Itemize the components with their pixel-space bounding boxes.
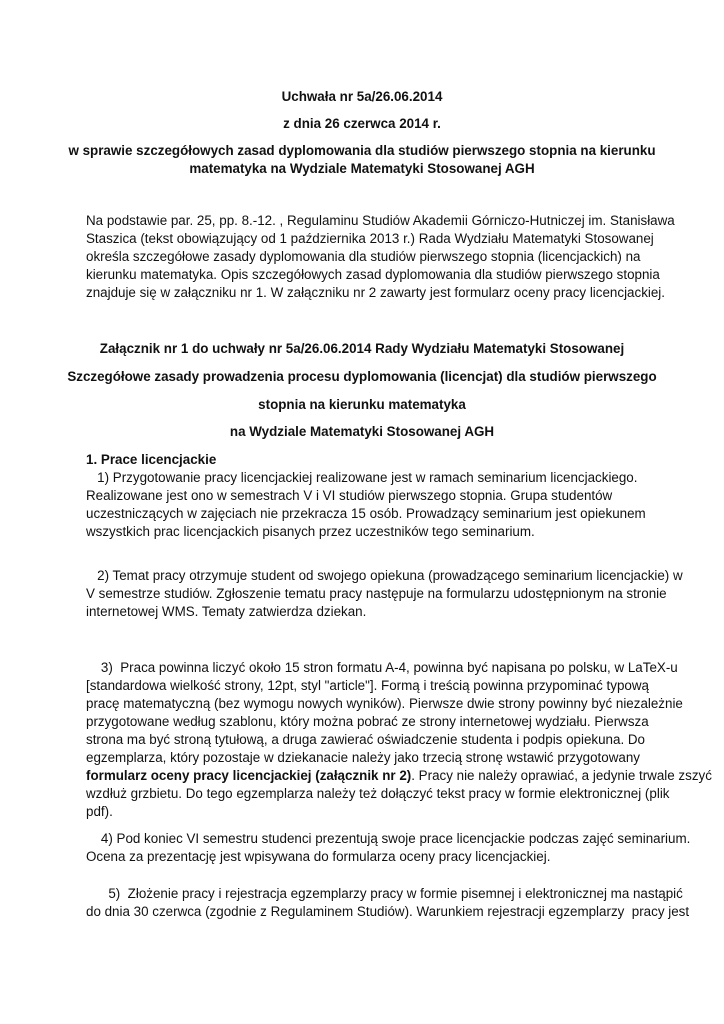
section-1-heading: 1. Prace licencjackie	[86, 452, 217, 467]
p3-line-7-text: . Pracy nie należy oprawiać, a jedynie trwale zszyć	[411, 768, 712, 783]
p5-line-2: do dnia 30 czerwca (zgodnie z Regulaminem Studiów). Warunkiem rejestracji egzemplarzy pracy jest	[86, 904, 690, 919]
p1-line-2: Realizowane jest ono w semestrach V i VI studiów pierwszego stopnia. Grupa studentów	[86, 488, 613, 503]
p4-line-2: Ocena za prezentację jest wpisywana do formularza oceny pracy licencjackiej.	[86, 849, 551, 864]
p1-line-1: 1) Przygotowanie pracy licencjackiej realizowane jest w ramach seminarium licencjackiego.	[86, 470, 638, 485]
p3-line-1: 3) Praca powinna liczyć około 15 stron formatu A-4, powinna być napisana po polsku, w LaTeX-u	[86, 660, 678, 675]
intro-line-2: Staszica (tekst obowiązujący od 1 października 2013 r.) Rada Wydziału Matematyki Stosowanej	[86, 231, 654, 246]
intro-line-5: znajduje się w załączniku nr 1. W załączniku nr 2 zawarty jest formularz oceny pracy licencjackiej.	[86, 285, 666, 300]
resolution-subject-line-2: matematyka na Wydziale Matematyki Stosowanej AGH	[189, 161, 535, 176]
p2-line-2: V semestrze studiów. Zgłoszenie tematu pracy następuje na formularzu udostępnionym na stronie	[86, 586, 667, 601]
p5-line-1: 5) Złożenie pracy i rejestracja egzemplarzy pracy w formie pisemnej i elektronicznej ma nastąpić	[86, 886, 683, 901]
intro-line-3: określa szczegółowe zasady dyplomowania dla studiów pierwszego stopnia (licencjackich) na	[86, 249, 641, 264]
annex-title-line-2: stopnia na kierunku matematyka	[258, 397, 466, 412]
p3-line-6: egzemplarza, który pozostaje w dziekanacie należy jako trzecią stronę wstawić przygotowany	[86, 750, 640, 765]
p3-line-9: pdf).	[86, 804, 113, 819]
resolution-subject-line-1: w sprawie szczegółowych zasad dyplomowania dla studiów pierwszego stopnia na kierunku	[68, 143, 656, 158]
p3-line-7	[86, 767, 712, 785]
intro-line-4: kierunku matematyka. Opis szczegółowych zasad dyplomowania dla studiów pierwszego stopnia	[86, 267, 660, 282]
p2-line-3: internetowej WMS. Tematy zatwierdza dziekan.	[86, 604, 367, 619]
p3-line-4: przygotowane według szablonu, który można pobrać ze strony internetowej wydziału. Pierwsza	[86, 714, 649, 729]
p3-line-8: wzdłuż grzbietu. Do tego egzemplarza należy też dołączyć tekst pracy w formie elektronicznej (plik	[86, 786, 670, 801]
p1-line-4: wszystkich prac licencjackich pisanych przez uczestników tego seminarium.	[86, 524, 535, 539]
annex-title-line-1: Szczegółowe zasady prowadzenia procesu dyplomowania (licencjat) dla studiów pierwszego	[67, 369, 657, 384]
p2-line-1: 2) Temat pracy otrzymuje student od swojego opiekuna (prowadzącego seminarium licencjackie) w	[86, 568, 683, 583]
p3-line-3: pracę matematyczną (bez wymogu nowych wyników). Pierwsze dwie strony powinny być niezależnie	[86, 696, 683, 711]
annex-title-line-3: na Wydziale Matematyki Stosowanej AGH	[229, 424, 495, 439]
resolution-date: z dnia 26 czerwca 2014 r.	[283, 116, 441, 131]
annex-heading: Załącznik nr 1 do uchwały nr 5a/26.06.2014 Rady Wydziału Matematyki Stosowanej	[99, 341, 625, 356]
p4-line-1: 4) Pod koniec VI semestru studenci prezentują swoje prace licencjackie podczas zajęć seminarium.	[86, 831, 691, 846]
p3-line-2: [standardowa wielkość strony, 12pt, styl "article"]. Formą i treścią powinna przypominać typową	[86, 678, 649, 693]
p1-line-3: uczestniczących w zajęciach nie przekracza 15 osób. Prowadzący seminarium jest opiekunem	[86, 506, 646, 521]
annex-2-reference: formularz oceny pracy licencjackiej (załącznik nr 2)	[86, 768, 412, 783]
intro-line-1: Na podstawie par. 25, pp. 8.-12. , Regulaminu Studiów Akademii Górniczo-Hutniczej im. Stanisława	[86, 213, 675, 228]
resolution-title: Uchwała nr 5a/26.06.2014	[281, 89, 443, 104]
p3-line-5: strona ma być stroną tytułową, a druga zawierać oświadczenie studenta i podpis opiekuna. Do	[86, 732, 646, 747]
